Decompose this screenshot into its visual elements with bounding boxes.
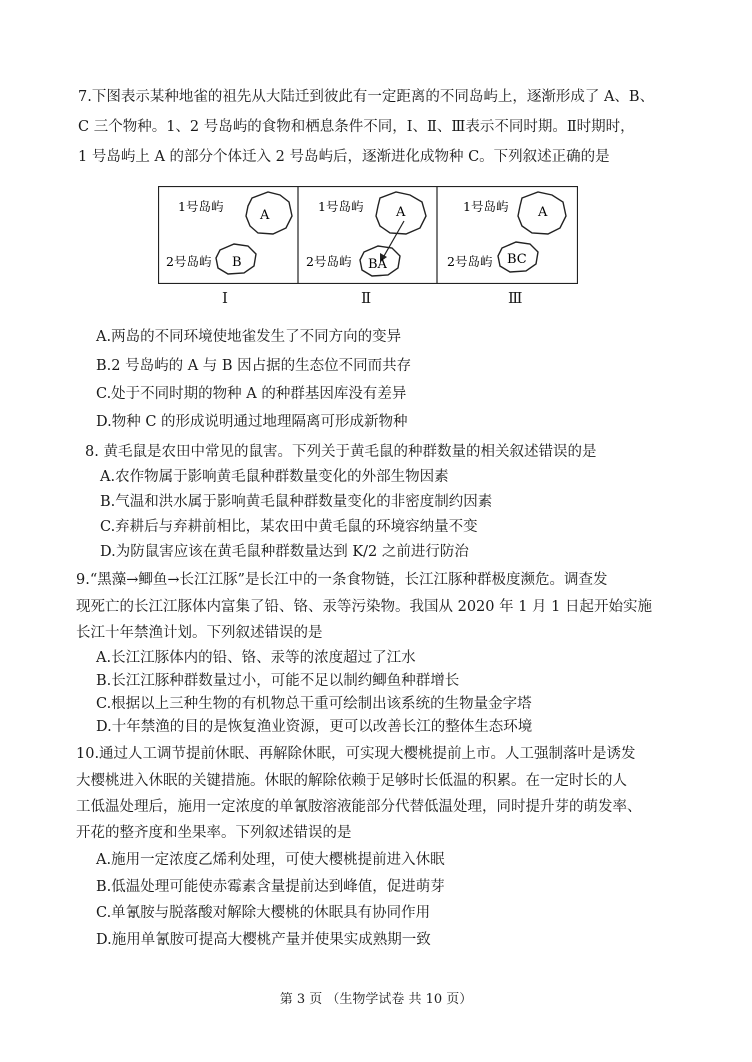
q10-option-b: B.低温处理可能使赤霉素含量提前达到峰值，促进萌芽 — [96, 879, 445, 895]
panel-2 — [306, 192, 426, 276]
panel-1-island2-species: B — [232, 255, 242, 270]
q7-option-a: A.两岛的不同环境使地雀发生了不同方向的变异 — [96, 329, 402, 345]
q9-option-b: B.长江江豚种群数量过小，可能不足以制约鲫鱼种群增长 — [96, 673, 460, 689]
q8-option-c: C.弃耕后与弃耕前相比，某农田中黄毛鼠的环境容纳量不变 — [100, 519, 478, 535]
q8-stem: 8. 黄毛鼠是农田中常见的鼠害。下列关于黄毛鼠的种群数量的相关叙述错误的是 — [85, 444, 597, 460]
q7-stem-line-3: 1 号岛屿上 A 的部分个体迁入 2 号岛屿后，逐渐进化成物种 C。下列叙述正确的是 — [78, 149, 610, 165]
q10-stem-line-1: 10.通过人工调节提前休眠、再解除休眠，可实现大樱桃提前上市。人工强制落叶是诱发 — [76, 746, 636, 762]
q10-option-c: C.单氰胺与脱落酸对解除大樱桃的休眠具有协同作用 — [96, 905, 431, 921]
q7-option-b: B.2 号岛屿的 A 与 B 因占据的生态位不同而共存 — [96, 358, 412, 374]
panel-2-island1-label: 1号岛屿 — [318, 199, 364, 214]
panel-2-label: Ⅱ — [361, 289, 372, 307]
panel-1-island1-species: A — [260, 208, 270, 223]
q9-stem-line-3: 长江十年禁渔计划。下列叙述错误的是 — [76, 625, 323, 641]
q7-option-c: C.处于不同时期的物种 A 的种群基因库没有差异 — [96, 386, 407, 402]
panel-3-island1-species: A — [538, 205, 548, 220]
panel-1-label: Ⅰ — [222, 289, 228, 307]
q7-stem-line-2: C 三个物种。1、2 号岛屿的食物和栖息条件不同，Ⅰ、Ⅱ、Ⅲ表示不同时期。Ⅱ时期时， — [78, 119, 635, 135]
q8-option-d: D.为防鼠害应该在黄毛鼠种群数量达到 K/2 之前进行防治 — [100, 544, 469, 560]
page-footer: 第 3 页 （生物学试卷 共 10 页） — [279, 992, 473, 1007]
q9-option-a: A.长江江豚体内的铅、铬、汞等的浓度超过了江水 — [96, 650, 416, 666]
panel-1 — [166, 192, 292, 274]
panel-2-island2-species: BA — [368, 257, 387, 272]
panel-3 — [447, 192, 566, 272]
panel-1-island1-label: 1号岛屿 — [178, 199, 224, 214]
q7-option-d: D.物种 C 的形成说明通过地理隔离可形成新物种 — [96, 414, 408, 430]
panel-1-island2-label: 2号岛屿 — [166, 254, 212, 269]
q10-stem-line-2: 大樱桃进入休眠的关键措施。休眠的解除依赖于足够时长低温的积累。在一定时长的人 — [76, 773, 627, 789]
q7-stem-line-1: 7.下图表示某种地雀的祖先从大陆迁到彼此有一定距离的不同岛屿上，逐渐形成了 A、B、 — [78, 89, 655, 105]
q8-option-a: A.农作物属于影响黄毛鼠种群数量变化的外部生物因素 — [100, 469, 449, 485]
q8-option-b: B.气温和洪水属于影响黄毛鼠种群数量变化的非密度制约因素 — [100, 494, 493, 510]
panel-3-label: Ⅲ — [508, 289, 523, 307]
panel-2-island1-species: A — [396, 205, 406, 220]
panel-3-island1-label: 1号岛屿 — [463, 199, 509, 214]
panel-3-island2-species: BC — [507, 252, 527, 267]
q9-option-d: D.十年禁渔的目的是恢复渔业资源，更可以改善长江的整体生态环境 — [96, 719, 533, 735]
q10-stem-line-3: 工低温处理后，施用一定浓度的单氰胺溶液能部分代替低温处理，同时提升芽的萌发率、 — [76, 799, 642, 815]
q10-stem-line-4: 开花的整齐度和坐果率。下列叙述错误的是 — [76, 825, 352, 841]
q10-option-a: A.施用一定浓度乙烯利处理，可使大樱桃提前进入休眠 — [96, 852, 445, 868]
panel-3-island2-label: 2号岛屿 — [447, 254, 493, 269]
q10-option-d: D.施用单氰胺可提高大樱桃产量并使果实成熟期一致 — [96, 932, 431, 948]
panel-2-island2-label: 2号岛屿 — [306, 254, 352, 269]
island-speciation-figure — [158, 186, 578, 284]
q9-stem-line-2: 现死亡的长江江豚体内富集了铅、铬、汞等污染物。我国从 2020 年 1 月 1 日起开始实施 — [76, 599, 653, 615]
q9-option-c: C.根据以上三种生物的有机物总干重可绘制出该系统的生物量金字塔 — [96, 696, 532, 712]
q9-stem-line-1: 9.“黑藻→鲫鱼→长江江豚”是长江中的一条食物链，长江江豚种群极度濒危。调查发 — [76, 572, 608, 588]
